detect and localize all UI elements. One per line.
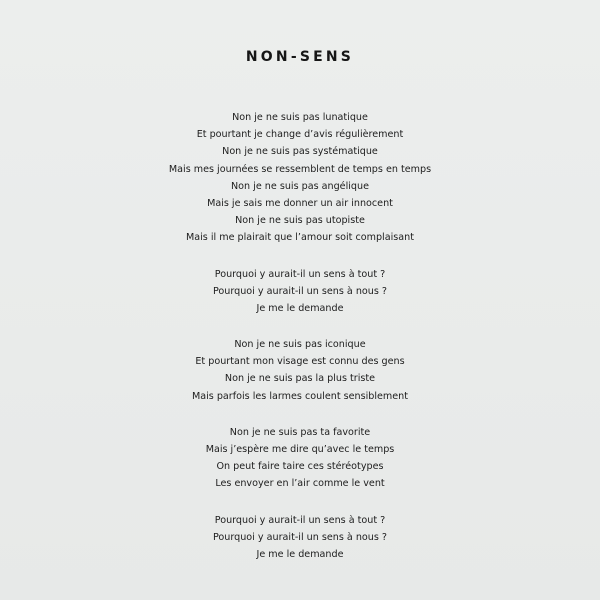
lyric-line: Mais mes journées se ressemblent de temps en temps xyxy=(168,163,432,175)
lyric-line: Non je ne suis pas angélique xyxy=(231,180,369,192)
stanza-5 xyxy=(0,512,600,564)
lyric-line: Non je ne suis pas systématique xyxy=(222,146,378,158)
lyric-line: Et pourtant je change d’avis régulièrement xyxy=(196,129,404,141)
lyric-line: Non je ne suis pas iconique xyxy=(234,339,366,351)
lyric-line: Et pourtant mon visage est connu des gens xyxy=(195,356,405,368)
lyric-line: Mais je sais me donner un air innocent xyxy=(207,197,393,209)
lyric-line: Je me le demande xyxy=(256,548,344,560)
lyric-line: Pourquoi y aurait-il un sens à nous ? xyxy=(212,531,388,543)
song-title: NON-SENS xyxy=(245,49,355,65)
lyric-line: Pourquoi y aurait-il un sens à tout ? xyxy=(214,514,386,526)
lyric-line: Mais parfois les larmes coulent sensiblement xyxy=(191,390,409,402)
stanza-3 xyxy=(0,336,600,405)
stanza-4 xyxy=(0,424,600,493)
lyric-line: Pourquoi y aurait-il un sens à nous ? xyxy=(212,285,388,297)
lyric-line: Non je ne suis pas la plus triste xyxy=(224,373,376,385)
lyric-line: Les envoyer en l’air comme le vent xyxy=(215,478,385,490)
lyric-line: Non je ne suis pas utopiste xyxy=(235,215,365,227)
lyric-line: Non je ne suis pas lunatique xyxy=(232,112,368,123)
lyric-line: Mais j’espère me dire qu’avec le temps xyxy=(205,444,395,455)
stanza-2 xyxy=(0,266,600,318)
lyric-line: Non je ne suis pas ta favorite xyxy=(229,426,371,438)
lyric-line: On peut faire taire ces stéréotypes xyxy=(216,461,384,473)
stanza-1 xyxy=(0,109,600,247)
lyrics-body xyxy=(0,109,600,582)
lyric-line: Mais il me plairait que l’amour soit complaisant xyxy=(185,232,414,244)
lyric-line: Je me le demande xyxy=(256,302,344,314)
lyric-line: Pourquoi y aurait-il un sens à tout ? xyxy=(214,268,386,280)
